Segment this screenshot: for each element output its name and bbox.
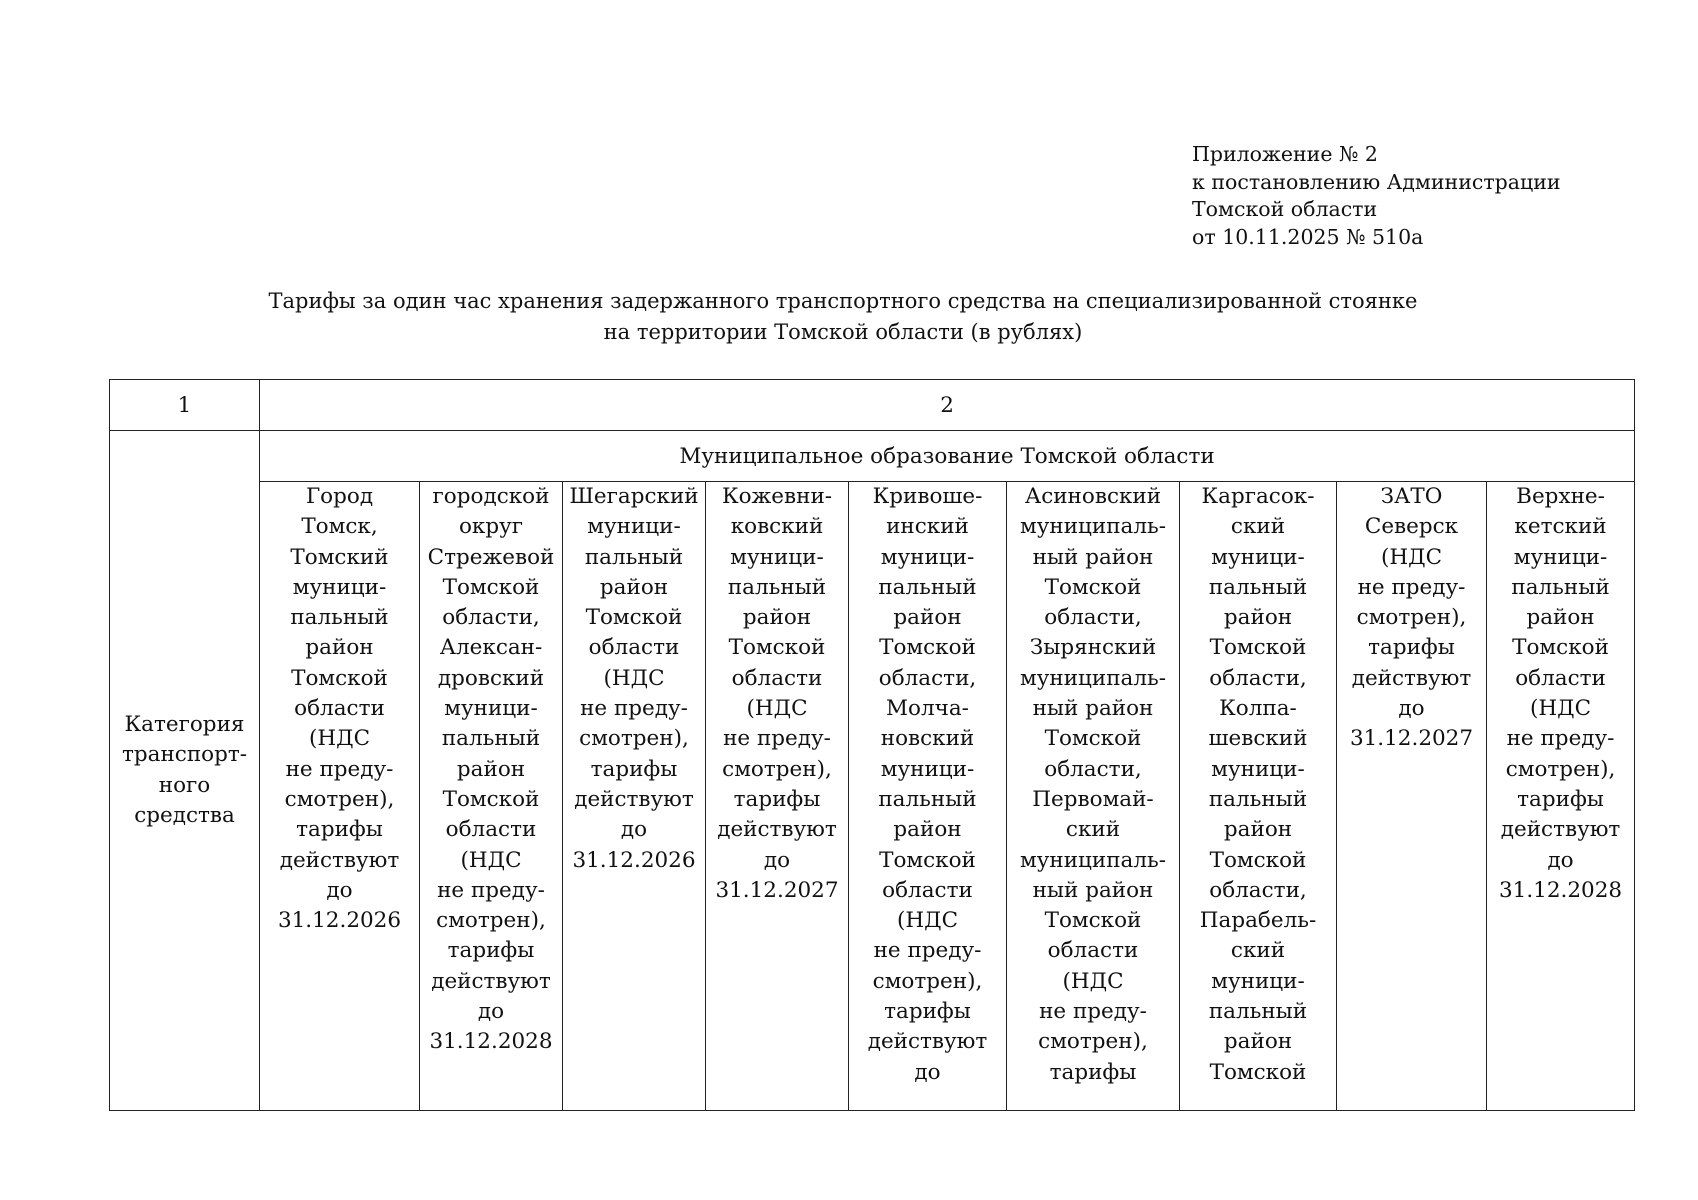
municipality-line: области, xyxy=(1044,605,1142,631)
municipality-line: Томской xyxy=(1044,908,1142,934)
municipality-line: (НДС xyxy=(308,726,371,752)
municipality-line: Томской xyxy=(1044,574,1142,600)
appendix-block xyxy=(1192,141,1561,251)
municipality-line: Томской xyxy=(1512,635,1609,661)
municipality-line: Томск, xyxy=(301,514,378,540)
municipality-line: муници- xyxy=(1513,544,1608,570)
municipality-line: Томской xyxy=(291,665,388,691)
municipality-line: район xyxy=(893,605,962,631)
municipality-line: Стрежевой xyxy=(427,544,555,570)
municipality-line: Алексан- xyxy=(439,635,543,661)
municipality-line: ский xyxy=(1065,817,1121,843)
municipality-line: 31.12.2026 xyxy=(572,847,696,873)
municipality-line: (НДС xyxy=(896,908,959,934)
municipality-line: смотрен), xyxy=(1356,605,1467,631)
municipality-line: тарифы xyxy=(447,938,535,964)
municipality-header-cell xyxy=(1487,482,1635,1111)
municipality-line: не преду- xyxy=(580,696,688,722)
category-line: ного xyxy=(158,772,211,798)
municipality-line: муници- xyxy=(730,544,824,570)
municipality-line: район xyxy=(1223,605,1293,631)
municipality-line: не преду- xyxy=(1357,574,1466,600)
municipality-line: действуют xyxy=(1500,817,1621,843)
municipality-line: области, xyxy=(442,605,540,631)
municipality-line: смотрен), xyxy=(284,786,395,812)
title-line: Тарифы за один час хранения задержанного транспортного средства на специализированной стоянке xyxy=(268,289,1418,313)
municipality-line: области, xyxy=(1209,877,1307,903)
municipality-line: области, xyxy=(1209,665,1307,691)
municipality-line: Верхне- xyxy=(1516,484,1605,509)
municipality-line: Томской xyxy=(585,605,683,631)
municipality-header-cell xyxy=(420,482,563,1111)
municipality-line: области xyxy=(882,877,973,903)
document-title xyxy=(109,286,1577,348)
municipality-line: муниципаль- xyxy=(1020,847,1166,873)
municipality-line: дровский xyxy=(437,665,545,691)
municipality-line: Томской xyxy=(442,574,540,600)
municipality-line: смотрен), xyxy=(872,968,983,994)
municipality-line: Парабель- xyxy=(1199,908,1317,934)
municipality-header-cell xyxy=(260,482,420,1111)
municipality-line: Каргасок- xyxy=(1201,484,1315,509)
municipality-line: муниципаль- xyxy=(1020,665,1166,691)
municipality-line: тарифы xyxy=(1517,786,1604,812)
municipality-line: смотрен), xyxy=(579,726,689,752)
municipality-line: муници- xyxy=(1211,756,1305,782)
municipality-line: тарифы xyxy=(1368,635,1455,661)
municipality-line: Томской xyxy=(1044,726,1142,752)
title-line: на территории Томской области (в рублях) xyxy=(603,320,1083,344)
municipality-line: муници- xyxy=(1211,968,1305,994)
municipality-line: действуют xyxy=(1351,665,1472,691)
municipality-line: район xyxy=(305,635,374,661)
municipality-line: 31.12.2028 xyxy=(429,1029,553,1055)
tariffs-table xyxy=(109,379,1635,1111)
municipality-header-cell xyxy=(1337,482,1487,1111)
municipality-line: пальный xyxy=(1208,574,1308,600)
municipality-line: район xyxy=(742,605,812,631)
municipality-line: Томской xyxy=(879,635,976,661)
municipality-line: ский xyxy=(1230,938,1286,964)
municipality-line: ный район xyxy=(1032,877,1154,903)
municipality-line: тарифы xyxy=(296,817,383,843)
municipality-line: пальный xyxy=(727,574,827,600)
municipality-line: Асиновский xyxy=(1024,484,1162,509)
municipality-line: тарифы xyxy=(884,999,971,1025)
municipality-line: Томской xyxy=(728,635,826,661)
municipality-line: (НДС xyxy=(746,696,808,722)
municipality-line: области xyxy=(294,696,385,722)
municipality-line: ЗАТО xyxy=(1380,484,1443,509)
municipality-line: Колпа- xyxy=(1219,696,1297,722)
municipality-line: смотрен), xyxy=(722,756,832,782)
municipality-line: городской xyxy=(432,484,550,509)
municipality-line: области xyxy=(588,635,680,661)
municipality-line: пальный xyxy=(441,726,541,752)
municipality-line: ковский xyxy=(730,514,824,540)
municipality-line: до xyxy=(763,847,791,873)
municipality-line: муници- xyxy=(880,544,975,570)
municipality-group-header: Муниципальное образование Томской области xyxy=(260,431,1635,482)
municipality-line: действуют xyxy=(431,968,551,994)
municipality-line: пальный xyxy=(1208,786,1308,812)
municipality-line: действуют xyxy=(717,817,837,843)
appendix-line: Томской области xyxy=(1192,197,1378,221)
category-line: Категория xyxy=(124,711,245,737)
municipality-line: смотрен), xyxy=(436,908,546,934)
municipality-line: район xyxy=(456,756,526,782)
municipality-line: Томской xyxy=(1209,1059,1307,1085)
municipality-line: Томской xyxy=(1209,847,1307,873)
municipality-line: муници- xyxy=(444,696,538,722)
municipality-line: (НДС xyxy=(460,847,522,873)
column-number-row xyxy=(110,380,1635,431)
category-line: средства xyxy=(134,802,235,828)
appendix-line: от 10.11.2025 № 510а xyxy=(1192,224,1424,249)
municipality-line: Томской xyxy=(879,847,976,873)
municipality-line: Шегарский xyxy=(569,484,699,509)
municipality-line: (НДС xyxy=(1062,968,1124,994)
municipality-header-row xyxy=(110,482,1635,1111)
municipality-line: (НДС xyxy=(1380,544,1443,570)
municipality-line: муниципаль- xyxy=(1020,514,1166,540)
municipality-line: не преду- xyxy=(723,726,831,752)
municipality-line: район xyxy=(1223,817,1293,843)
municipality-line: не преду- xyxy=(1039,999,1147,1025)
municipality-line: пальный xyxy=(584,544,684,570)
municipality-line: Томской xyxy=(1209,635,1307,661)
municipality-line: не преду- xyxy=(1506,726,1615,752)
municipality-line: (НДС xyxy=(1529,696,1592,722)
municipality-line: Зырянский xyxy=(1029,635,1157,661)
municipality-line: инский xyxy=(886,514,969,540)
municipality-line: до xyxy=(914,1059,941,1085)
appendix-line: к постановлению Администрации xyxy=(1192,169,1561,194)
municipality-line: 31.12.2027 xyxy=(1349,726,1474,752)
municipality-line: район xyxy=(599,574,669,600)
municipality-line: смотрен), xyxy=(1038,1029,1148,1055)
municipality-line: 31.12.2026 xyxy=(277,908,402,934)
municipality-line: тарифы xyxy=(590,756,678,782)
municipality-line: области xyxy=(1515,665,1606,691)
municipality-line: области, xyxy=(878,665,977,691)
municipality-line: район xyxy=(893,817,962,843)
municipality-line: пальный xyxy=(1511,574,1610,600)
municipality-line: области xyxy=(445,817,537,843)
municipality-line: район xyxy=(1526,605,1595,631)
municipality-line: ский xyxy=(1230,514,1286,540)
municipality-line: новский xyxy=(880,726,975,752)
municipality-line: 31.12.2027 xyxy=(715,877,839,903)
municipality-line: пальный xyxy=(878,786,977,812)
municipality-line: области xyxy=(1047,938,1139,964)
municipality-line: смотрен), xyxy=(1505,756,1616,782)
municipality-line: Кожевни- xyxy=(721,484,833,509)
municipality-line: Томской xyxy=(442,786,540,812)
municipality-line: до xyxy=(1398,696,1425,722)
municipality-line: не преду- xyxy=(285,756,394,782)
municipality-line: пальный xyxy=(290,605,389,631)
municipality-line: Первомай- xyxy=(1032,786,1154,812)
municipality-line: Кривоше- xyxy=(872,484,983,509)
appendix-line: Приложение № 2 xyxy=(1192,142,1378,166)
municipality-line: тарифы xyxy=(1049,1059,1137,1085)
municipality-line: действуют xyxy=(574,786,694,812)
municipality-line: Томский xyxy=(290,544,389,570)
subheader-row xyxy=(110,431,1635,482)
municipality-line: пальный xyxy=(1208,999,1308,1025)
municipality-line: действуют xyxy=(279,847,400,873)
municipality-line: пальный xyxy=(878,574,977,600)
municipality-line: муници- xyxy=(292,574,387,600)
category-header-cell xyxy=(110,431,260,1111)
municipality-line: действуют xyxy=(867,1029,988,1055)
municipality-header-cell xyxy=(1007,482,1180,1111)
municipality-line: район xyxy=(1223,1029,1293,1055)
municipality-header-cell xyxy=(563,482,706,1111)
column-number-1: 1 xyxy=(110,380,260,431)
column-number-2: 2 xyxy=(260,380,1635,431)
municipality-line: шевский xyxy=(1208,726,1308,752)
municipality-line: округ xyxy=(458,514,524,540)
municipality-header-cell xyxy=(706,482,849,1111)
municipality-line: ный район xyxy=(1032,544,1154,570)
municipality-line: кетский xyxy=(1514,514,1607,540)
municipality-header-cell xyxy=(849,482,1007,1111)
municipality-line: муници- xyxy=(880,756,975,782)
municipality-line: Северск xyxy=(1364,514,1459,540)
municipality-line: Молча- xyxy=(886,696,969,722)
municipality-line: Город xyxy=(305,484,374,509)
category-line: транспорт- xyxy=(121,742,248,768)
municipality-line: (НДС xyxy=(603,665,665,691)
municipality-line: области xyxy=(731,665,823,691)
municipality-line: до xyxy=(620,817,648,843)
municipality-line: муници- xyxy=(1211,544,1305,570)
municipality-line: не преду- xyxy=(873,938,982,964)
municipality-line: 31.12.2028 xyxy=(1498,877,1623,903)
municipality-line: до xyxy=(477,999,505,1025)
municipality-line: не преду- xyxy=(437,877,545,903)
municipality-line: ный район xyxy=(1032,696,1154,722)
municipality-line: области, xyxy=(1044,756,1142,782)
municipality-line: муници- xyxy=(587,514,681,540)
municipality-header-cell xyxy=(1180,482,1337,1111)
municipality-line: до xyxy=(1547,847,1574,873)
municipality-line: тарифы xyxy=(733,786,821,812)
municipality-line: до xyxy=(326,877,353,903)
